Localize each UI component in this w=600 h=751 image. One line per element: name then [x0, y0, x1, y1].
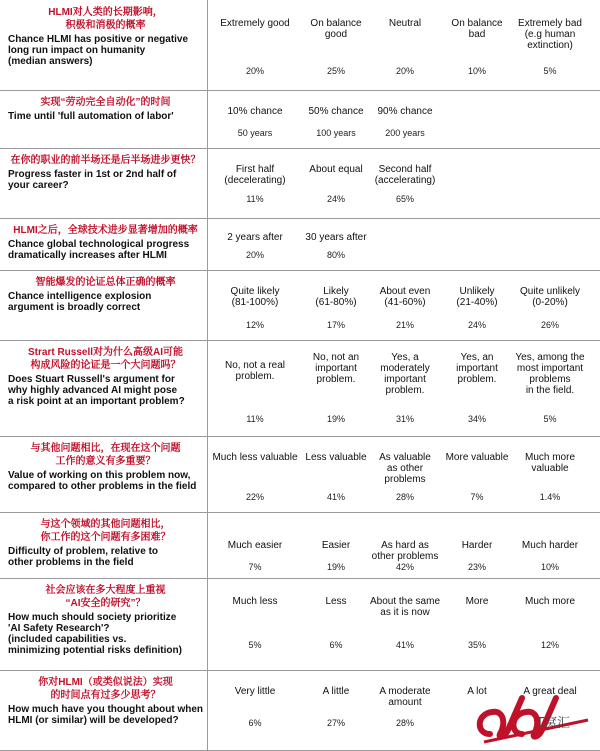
- answer-percentage: 20%: [395, 66, 414, 76]
- answer-option: About the same as it is now: [369, 596, 441, 618]
- answer-percentage: 10%: [467, 66, 486, 76]
- answer-option: Harder: [461, 540, 493, 551]
- answer-option: Quite likely (81-100%): [230, 286, 280, 308]
- question-cell: [8, 340, 208, 436]
- answer-option: Much more: [524, 596, 575, 607]
- answer-option: 30 years after: [305, 232, 367, 243]
- answer-percentage: 28%: [395, 492, 414, 502]
- question-english: How much have you thought about when HLMI (or similar) will be developed?: [8, 704, 203, 726]
- answer-percentage: 5%: [248, 640, 262, 650]
- answer-percentage: 19%: [326, 562, 345, 572]
- answer-percentage: 6%: [248, 718, 262, 728]
- answer-percentage: 27%: [326, 718, 345, 728]
- survey-row: [0, 218, 600, 271]
- answer-percentage: 35%: [467, 640, 486, 650]
- answer-option: Extremely bad (e.g human extinction): [518, 18, 582, 51]
- answer-option: As hard as other problems: [371, 540, 439, 562]
- survey-row: [0, 0, 600, 91]
- question-cell: [8, 148, 208, 218]
- answer-percentage: 22%: [245, 492, 264, 502]
- question-cell: [8, 512, 208, 578]
- answer-option: Second half (accelerating): [374, 164, 436, 186]
- answer-option: More: [465, 596, 489, 607]
- answer-option: Quite unlikely (0-20%): [519, 286, 581, 308]
- question-english: Difficulty of problem, relative to other problems in the field: [8, 546, 159, 568]
- answer-percentage: 80%: [326, 250, 345, 260]
- answer-option: 90% chance: [377, 106, 433, 117]
- answer-percentage: 21%: [395, 320, 414, 330]
- question-chinese: 社会应该在多大程度上重视 “AI安全的研究”？: [45, 585, 166, 609]
- answer-percentage: 11%: [246, 194, 264, 204]
- answer-percentage: 12%: [245, 320, 264, 330]
- answer-percentage: 24%: [326, 194, 345, 204]
- question-cell: [8, 0, 208, 90]
- answer-percentage: 26%: [540, 320, 559, 330]
- answer-option: A moderate amount: [379, 686, 431, 708]
- survey-row: [0, 578, 600, 671]
- answer-option: Easier: [321, 540, 351, 551]
- question-chinese: 与其他问题相比，在现在这个问题 工作的意义有多重要？: [30, 443, 181, 467]
- question-cell: [8, 218, 208, 270]
- answer-percentage: 42%: [395, 562, 414, 572]
- question-english: Chance HLMI has positive or negative long run impact on humanity (median answers): [8, 34, 189, 67]
- question-cell: [8, 270, 208, 340]
- question-cell: [8, 90, 208, 148]
- answer-option: About even (41-60%): [379, 286, 431, 308]
- answer-percentage: 28%: [395, 718, 414, 728]
- answer-percentage: 34%: [467, 414, 486, 424]
- answer-option: 2 years after: [227, 232, 283, 243]
- answer-option: Much easier: [227, 540, 283, 551]
- answer-option: Yes, among the most important problems in the field.: [515, 352, 585, 396]
- survey-row: [0, 512, 600, 579]
- answer-option: Much less valuable: [212, 452, 298, 463]
- answer-percentage: 100 years: [316, 128, 356, 138]
- answer-option: A great deal: [523, 686, 577, 697]
- answer-percentage: 7%: [248, 562, 262, 572]
- survey-row: [0, 90, 600, 149]
- question-english: Value of working on this problem now, compared to other problems in the field: [8, 470, 197, 492]
- question-chinese: HLMI之后，全球技术进步显著增加的概率: [13, 225, 198, 236]
- answer-percentage: 5%: [543, 66, 557, 76]
- answer-percentage: 7%: [470, 492, 484, 502]
- question-chinese: 智能爆发的论证总体正确的概率: [35, 277, 176, 288]
- answer-percentage: 24%: [467, 320, 486, 330]
- answer-option: About equal: [309, 164, 363, 175]
- answer-option: Neutral: [388, 18, 422, 29]
- answer-option: Much less: [232, 596, 278, 607]
- question-chinese: 你对HLMI（或类似说法）实现 的时间点有过多少思考？: [38, 677, 173, 701]
- answer-percentage: 200 years: [385, 128, 425, 138]
- answer-option: Unlikely (21-40%): [456, 286, 498, 308]
- answer-option: Very little: [234, 686, 276, 697]
- question-cell: [8, 436, 208, 512]
- answer-percentage: 1.4%: [539, 492, 561, 502]
- question-english: Chance intelligence explosion argument is broadly correct: [8, 291, 152, 313]
- answer-option: 50% chance: [308, 106, 364, 117]
- answer-option: Likely (61-80%): [315, 286, 357, 308]
- answer-percentage: 41%: [326, 492, 345, 502]
- answer-percentage: 11%: [246, 414, 264, 424]
- answer-percentage: 20%: [245, 66, 264, 76]
- watermark-text: T窝汇: [536, 716, 570, 731]
- answer-percentage: 25%: [326, 66, 345, 76]
- answer-percentage: 31%: [395, 414, 414, 424]
- answer-option: Less valuable: [305, 452, 367, 463]
- answer-option: As valuable as other problems: [379, 452, 431, 485]
- answer-option: More valuable: [445, 452, 509, 463]
- watermark-logo: [470, 690, 598, 748]
- answer-percentage: 10%: [540, 562, 559, 572]
- question-english: Progress faster in 1st or 2nd half of your career?: [8, 169, 177, 191]
- answer-percentage: 20%: [245, 250, 264, 260]
- answer-option: No, not a real problem.: [224, 360, 286, 382]
- survey-row: [0, 148, 600, 219]
- question-english: Does Stuart Russell's argument for why highly advanced AI might pose a risk point at an important problem?: [8, 374, 185, 407]
- answer-percentage: 23%: [467, 562, 486, 572]
- answer-percentage: 5%: [543, 414, 557, 424]
- answer-option: A little: [322, 686, 350, 697]
- answer-percentage: 41%: [395, 640, 414, 650]
- answer-percentage: 19%: [326, 414, 345, 424]
- answer-percentage: 50 years: [237, 128, 273, 138]
- question-english: How much should society prioritize 'AI Safety Research'? (included capabilities vs. minimizing potential risks definition): [8, 612, 182, 656]
- question-cell: [8, 578, 208, 670]
- answer-percentage: 65%: [395, 194, 414, 204]
- answer-option: Yes, an important problem.: [456, 352, 498, 385]
- answer-percentage: 12%: [540, 640, 559, 650]
- answer-option: Less: [325, 596, 347, 607]
- answer-option: On balance good: [310, 18, 362, 40]
- answer-option: Much more valuable: [524, 452, 575, 474]
- answer-option: No, not an important problem.: [312, 352, 360, 385]
- answer-percentage: 17%: [326, 320, 345, 330]
- answer-option: First half (decelerating): [224, 164, 286, 186]
- answer-percentage: 6%: [329, 640, 343, 650]
- question-chinese: HLMI对人类的长期影响， 积极和消极的概率: [48, 7, 163, 31]
- question-chinese: Strart Russell对为什么高级AI可能 构成风险的论证是一个大问题吗？: [27, 347, 184, 371]
- survey-row: [0, 270, 600, 341]
- question-english: Chance global technological progress dramatically increases after HLMI: [8, 239, 190, 261]
- answer-option: Extremely good: [220, 18, 290, 29]
- survey-row: [0, 436, 600, 513]
- survey-row: [0, 340, 600, 437]
- question-cell: [8, 670, 208, 750]
- answer-option: A lot: [467, 686, 487, 697]
- question-english: Time until 'full automation of labor': [8, 111, 174, 122]
- question-chinese: 在你的职业的前半场还是后半场进步更快？: [10, 155, 201, 166]
- answer-option: Much harder: [521, 540, 579, 551]
- answer-option: Yes, a moderately important problem.: [380, 352, 430, 396]
- question-chinese: 实现“劳动完全自动化”的时间: [40, 97, 171, 108]
- answer-option: On balance bad: [451, 18, 503, 40]
- answer-option: 10% chance: [227, 106, 283, 117]
- question-chinese: 与这个领域的其他问题相比， 你工作的这个问题有多困难？: [40, 519, 171, 543]
